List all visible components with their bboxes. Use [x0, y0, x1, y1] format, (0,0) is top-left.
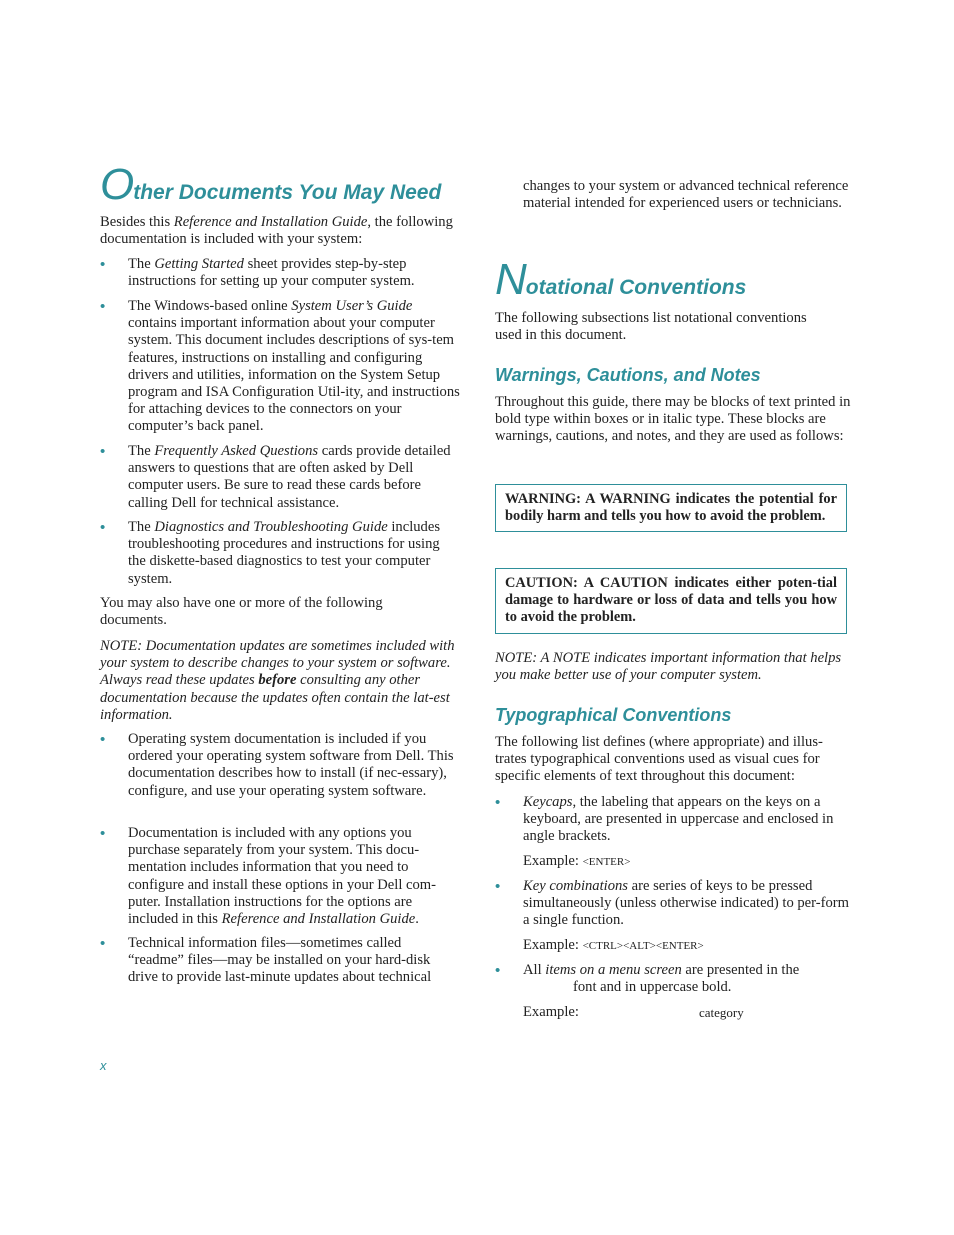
warning-box: WARNING: A WARNING indicates the potential for bodily harm and tells you how to avoid the problem.: [495, 484, 847, 532]
subheading-warnings: Warnings, Cautions, and Notes: [495, 365, 761, 385]
continued-text: changes to your system or advanced technical reference material intended for experienced users or technicians.: [523, 178, 849, 212]
bullet-icon: •: [495, 878, 501, 895]
example-key-combinations: Example: <CTRL><ALT><ENTER>: [523, 937, 704, 953]
bullet-icon: •: [100, 825, 106, 842]
example-menu-value: category: [699, 1005, 744, 1020]
caution-box: CAUTION: A CAUTION indicates either poten-tial damage to hardware or loss of data and tells you how to avoid the problem.: [495, 568, 847, 634]
warnings-paragraph: Throughout this guide, there may be blocks of text printed in bold type within boxes or in italic type. These blocks are warnings, cautions, and notes, and they are used as follows:: [495, 394, 851, 445]
bullet-icon: •: [100, 298, 106, 315]
note-paragraph: NOTE: A NOTE indicates important information that helps you make better use of your computer system.: [495, 650, 842, 684]
bullet-icon: •: [100, 731, 106, 748]
notational-intro: The following subsections list notational conventions used in this document.: [495, 310, 807, 344]
intro-paragraph: Besides this Reference and Installation Guide, the following documentation is included with your system:: [100, 214, 453, 248]
heading-notational-conventions: Notational Conventions: [495, 255, 747, 304]
note-paragraph: NOTE: Documentation updates are sometimes included with your system to describe changes to your system or software. Always read these updates before consulting any other documentation because the updates often contain the lat-est information.: [100, 638, 455, 723]
typographical-paragraph: The following list defines (where appropriate) and illus-trates typographical conventions used as visual cues for specific elements of text throughout this document:: [495, 734, 823, 785]
bullet-icon: •: [100, 256, 106, 273]
example-menu-items: Example:: [523, 1004, 579, 1020]
bullet-icon: •: [495, 962, 501, 979]
menu-font-text: font and in uppercase bold.: [573, 979, 732, 995]
example-keycaps: Example: <ENTER>: [523, 853, 631, 869]
bullet-icon: •: [100, 443, 106, 460]
bullet-icon: •: [100, 935, 106, 952]
also-paragraph: You may also have one or more of the following documents.: [100, 595, 383, 629]
page-number: x: [100, 1058, 107, 1073]
heading-other-documents: Other Documents You May Need: [100, 160, 442, 209]
bullet-icon: •: [100, 519, 106, 536]
bullet-icon: •: [495, 794, 501, 811]
subheading-typographical: Typographical Conventions: [495, 705, 732, 725]
